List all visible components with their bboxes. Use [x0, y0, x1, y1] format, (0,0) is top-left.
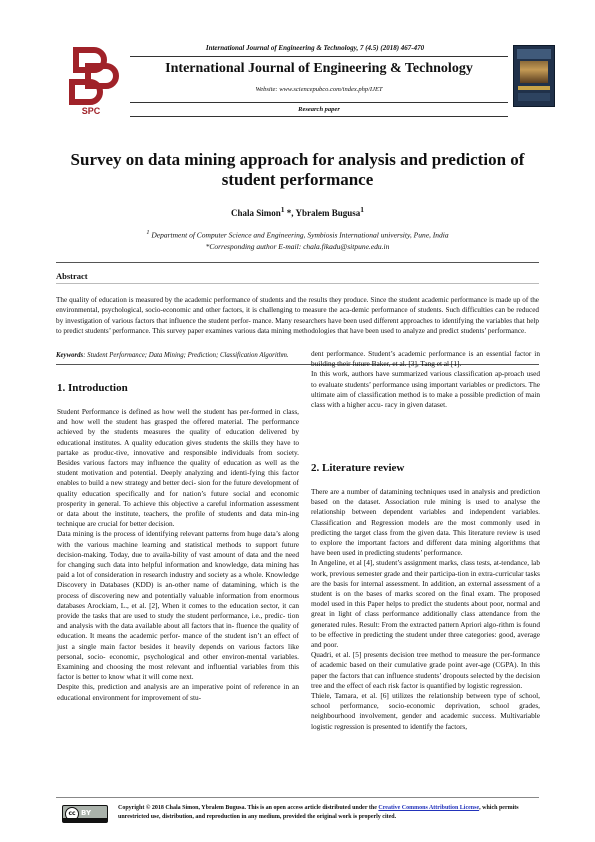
header-divider	[130, 102, 508, 103]
header-divider	[130, 116, 508, 117]
publisher-logo	[62, 44, 120, 116]
introduction-body	[57, 407, 299, 703]
keywords: Keywords: Student Performance; Data Mining; Prediction; Classification Algorithm.	[56, 352, 289, 359]
section-heading-introduction: 1. Introduction	[57, 382, 128, 394]
paragraph: Quadri, et al. [5] presents decision tree method to measure the per-formance of academic based on their cumulative grade point aver-age (CGPA). In this paper the factors that can influence students’ dropouts selected by the decision tree and the effect of each risk factor is quantified by logistic regression.	[311, 650, 540, 690]
abstract-heading: Abstract	[56, 271, 88, 281]
introduction-continuation	[311, 349, 540, 410]
license-link[interactable]: Creative Commons Attribution License	[378, 805, 480, 811]
journal-website: Website: www.sciencepubco.com/index.php/IJET	[255, 86, 383, 93]
section-heading-literature-review: 2. Literature review	[311, 462, 405, 474]
literature-review-body	[311, 487, 540, 732]
paragraph: There are a number of datamining techniques used in analysis and prediction based on the dataset. Association rule mining is used to analyse the relationship between dependent variables and independent variables. Classification and Regression models are the most commonly used in predicting the target class from the given data. This literature review is used to explore the important factors and different data mining algorithms that have been used in predicting students’ performance.	[311, 487, 540, 558]
journal-title: International Journal of Engineering & Technology	[165, 61, 473, 76]
paragraph: In Angeline, et al [4], student’s assignment marks, class tests, at-tendance, lab work, previous semester grade and their participa-tion in extra-curricular tasks are the basis for internal assessment. In addition, an external assessment of a student is on the bases of marks scored on the final exam. The proposed model used in this Paper helps to predict the students about poor, normal and great in light of class performance additionally class attendance from the generated rules. Result: From the extracted pattern Apriori algo-rithm is found to be effective in predicting the student under three categories: good, average and poor.	[311, 558, 540, 650]
paragraph: Student Performance is defined as how well the student has per-formed in class, and how well the student has grasped the offered material. The performance achieved by the students measures the quality of education delivered by educational institutes. A quality education gives students the skills they have to partake as produc-tive, innovative and responsible individuals from society. Besides various factors may influence the quality of education as well as the student motivation and potential. Deeply analyzing and identi-fying this factor enables to build a new strategy and better deci- sion for the future development of quality education specifically and for nation’s future social and economic prosperity in general. To achieve this objective a careful information assessment or data about the institute, teachers, the profile of students and data min-ing technique are crucial for better decision.	[57, 407, 299, 529]
paragraph: Despite this, prediction and analysis are an imperative point of reference in an educational environment for improvement of stu-	[57, 682, 299, 702]
journal-citation: International Journal of Engineering & Technology, 7 (4.5) (2018) 467-470	[205, 44, 425, 52]
affiliation: $^1$ Department of Computer Science and Engineering, Symbiosis International university, Pune, India *Corresponding author E-mail: chala.fikadu@sitpune.edu.in	[50, 227, 545, 252]
paragraph: dent performance. Student’s academic performance is an essential factor in building their future Baker, et al. [3], Tang et al [1].	[311, 349, 540, 369]
journal-cover-image	[513, 45, 555, 107]
abstract-heading-rule	[56, 283, 539, 284]
paragraph: In this work, authors have summarized various classification ap-proach used to evaluate students’ performance using important variables or predictors. The ultimate aim of classification method is to make a possible prediction of main class with a higher accu- racy in given dataset.	[311, 369, 540, 410]
creative-commons-badge[interactable]	[62, 805, 108, 823]
paragraph: Data mining is the process of identifying relevant patterns from huge data’s along with the various machine learning and statistical methods to support future decision-making. Today, due to availa-bility of vast amount of data and the need for changing such data into helpful information and knowledge, data mining has paid a lot of consideration in research industry and society as a whole. Knowledge Discovery in Databases (KDD) is an-other name of datamining, which is the process of discovering new and potentially valuable information from enormous databases Arockiam, L., et al. [2], When it comes to the education sector, it can provide the tasks that are used to study the student performance, i.e., predic- tion and analysis with the data available about all factors that in- fluence the quality of education. It means the academic perfor- mance of the student isn’t an effect of just a single main factor besides it heavily depends on various factors like personal, socio- economic, psychological and other environ-mental variables. Examining and choosing the most relevant and influential variables from this factor is better to know what it will come next.	[57, 529, 299, 682]
footer-divider	[56, 797, 539, 798]
logo-text: SPC	[81, 106, 101, 116]
paragraph: Thiele, Tamara, et al. [6] utilizes the relationship between type of school, school performance, socio-economic deprivation, school grades, neighbourhood involvement, gender and academic success. Multivariable logistic regression is presented to identify the factors,	[311, 691, 540, 731]
abstract-top-rule	[56, 262, 539, 263]
copyright-notice: Copyright © 2018 Chala Simon, Ybralem Bugusa. This is an open access article distributed under the Creative Commons Attribution License, which permits unrestricted use, distribution, and reproduction in any medium, provided the original work is properly cited.	[118, 805, 519, 820]
cc-icon: cc	[65, 807, 79, 821]
article-type: Research paper	[298, 106, 340, 113]
abstract-text: The quality of education is measured by the academic performance of students and the results they produce. Since the student academic performance is made up of the environmental, psychological, socio-economic and other factors, it is challenging to measure the aca-demic performance of students. Such difficulties can be reduced by investigation of various factors that influence the student perfor- mance. Many researchers have been used different approaches to identifying the variables that help to predict students’ performance. This survey paper examines various data mining methodologies that have been used to analyze and predict students’ performance.	[56, 296, 539, 335]
by-icon: BY	[81, 809, 92, 817]
header-divider	[130, 56, 508, 57]
author-list: Chala Simon$^1$ *, Ybralem Bugusa$^1$	[231, 205, 364, 218]
corresponding-author: *Corresponding author E-mail: chala.fikadu@sitpune.edu.in	[205, 241, 390, 251]
paper-title: Survey on data mining approach for analysis and prediction of student performance	[70, 150, 525, 189]
